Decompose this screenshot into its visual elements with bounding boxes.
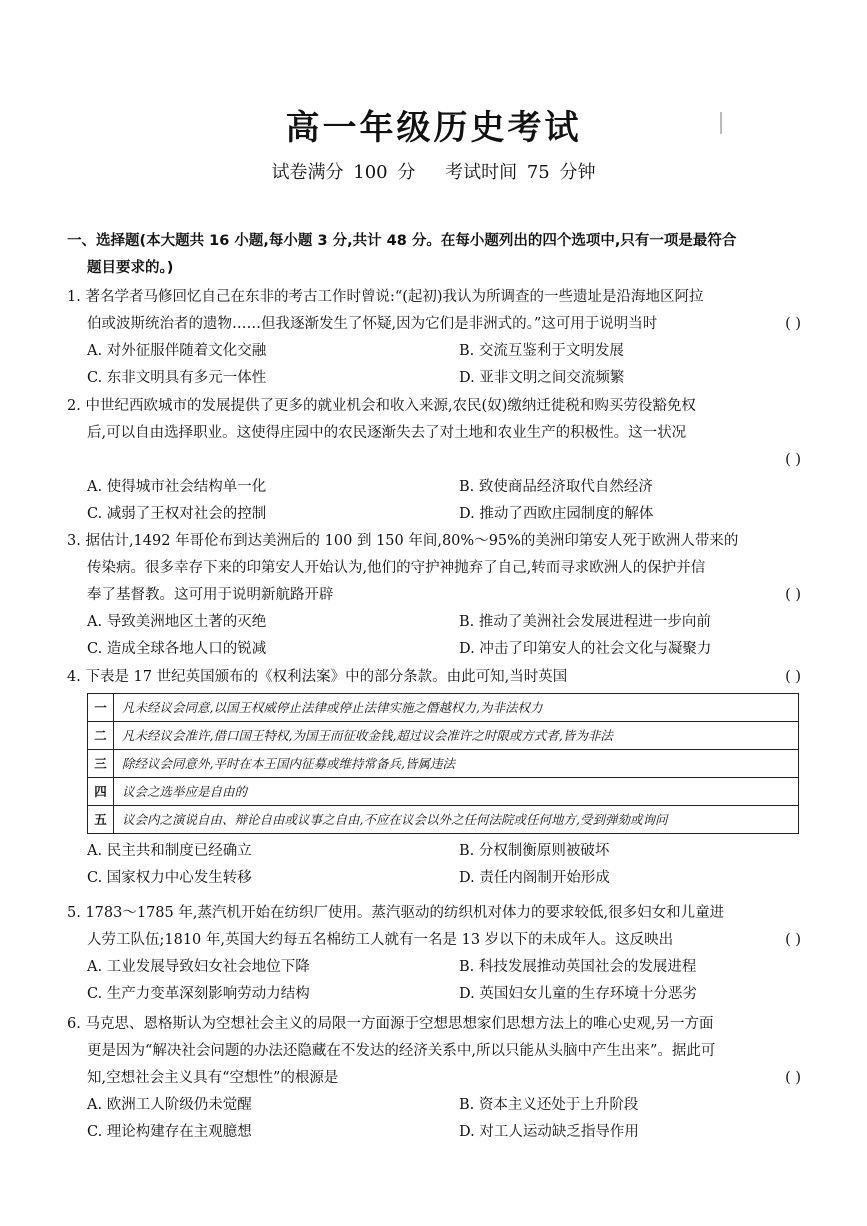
option-b: B. 推动了美洲社会发展进程进一步向前 [459, 614, 711, 630]
section-heading [67, 228, 807, 282]
options [67, 338, 807, 392]
clause-number: 二 [88, 722, 114, 750]
option-c: C. 减弱了王权对社会的控制 [87, 506, 267, 522]
option-c: C. 造成全球各地人口的锐减 [87, 641, 267, 657]
section-heading-line: 一、选择题(本大题共 16 小题,每小题 3 分,共计 48 分。在每小题列出的四个选项中,只有一项是最符合 [67, 233, 737, 249]
question-stem-line: 人劳工队伍;1810 年,英国大约每五名棉纺工人就有一名是 13 岁以下的未成年人。这反映出 [87, 932, 674, 948]
option-c: C. 生产力变革深刻影响劳动力结构 [87, 986, 310, 1002]
table-row [88, 694, 799, 722]
question-stem-line: 2. 中世纪西欧城市的发展提供了更多的就业机会和收入来源,农民(奴)缴纳迁徙税和购买劳役豁免权 [67, 398, 696, 414]
clause-number: 五 [88, 806, 114, 834]
clause-text: 议会之选举应是自由的 [114, 778, 799, 806]
clause-number: 四 [88, 778, 114, 806]
options [67, 1092, 807, 1146]
clause-number: 一 [88, 694, 114, 722]
option-d: D. 亚非文明之间交流频繁 [459, 370, 625, 386]
question-6 [67, 1011, 807, 1146]
full-score: 试卷满分 100 分 [271, 162, 416, 183]
option-d: D. 责任内阁制开始形成 [459, 870, 610, 886]
option-a: A. 民主共和制度已经确立 [87, 843, 252, 859]
option-d: D. 对工人运动缺乏指导作用 [459, 1124, 639, 1140]
option-b: B. 致使商品经济取代自然经济 [459, 479, 653, 495]
options [67, 609, 807, 663]
option-a: A. 导致美洲地区土著的灭绝 [87, 614, 267, 630]
options [67, 954, 807, 1008]
table-row [88, 750, 799, 778]
question-5 [67, 900, 807, 1008]
answer-paren: ( ) [785, 452, 801, 468]
question-stem-line: 更是因为“解决社会问题的办法还隐藏在不发达的经济关系中,所以只能从头脑中产生出来”。据此可 [87, 1043, 716, 1059]
clause-text: 议会内之演说自由、辩论自由或议事之自由,不应在议会以外之任何法院或任何地方,受到弹劾或询问 [114, 806, 799, 834]
question-stem-line: 传染病。很多幸存下来的印第安人开始认为,他们的守护神抛弃了自己,转而寻求欧洲人的保护并信 [87, 560, 706, 576]
question-3 [67, 528, 807, 663]
exam-duration: 考试时间 75 分钟 [445, 162, 596, 183]
question-stem-line: 伯或波斯统治者的遗物……但我逐渐发生了怀疑,因为它们是非洲式的。”这可用于说明当时 [87, 316, 658, 332]
options [67, 474, 807, 528]
table-row [88, 806, 799, 834]
option-c: C. 理论构建存在主观臆想 [87, 1124, 252, 1140]
clause-text: 凡未经议会准许,借口国王特权,为国王而征收金钱,超过议会准许之时限或方式者,皆为非法 [114, 722, 799, 750]
option-a: A. 工业发展导致妇女社会地位下降 [87, 959, 310, 975]
question-stem-line: 知,空想社会主义具有“空想性”的根源是 [87, 1070, 339, 1086]
question-stem-line: 6. 马克思、恩格斯认为空想社会主义的局限一方面源于空想思想家们思想方法上的唯心史观,另一方面 [67, 1016, 714, 1032]
exam-title: 高一年级历史考试 [285, 108, 582, 148]
question-2 [67, 393, 807, 528]
clause-text: 凡未经议会同意,以国王权威停止法律或停止法律实施之僭越权力,为非法权力 [114, 694, 799, 722]
answer-paren: ( ) [785, 932, 801, 948]
section-heading-line: 题目要求的。) [87, 260, 174, 276]
question-4 [67, 664, 807, 892]
option-a: A. 使得城市社会结构单一化 [87, 479, 267, 495]
question-stem-line: 1. 著名学者马修回忆自己在东非的考古工作时曾说:“(起初)我认为所调查的一些遗址是沿海地区阿拉 [67, 289, 704, 305]
clause-number: 三 [88, 750, 114, 778]
answer-paren: ( ) [785, 669, 801, 685]
clause-text: 除经议会同意外,平时在本王国内征募或维持常备兵,皆属违法 [114, 750, 799, 778]
question-1 [67, 284, 807, 392]
bill-of-rights-table [87, 693, 799, 834]
option-b: B. 交流互鉴利于文明发展 [459, 343, 624, 359]
option-b: B. 资本主义还处于上升阶段 [459, 1097, 639, 1113]
exam-subtitle [0, 158, 867, 184]
option-a: A. 对外征服伴随着文化交融 [87, 343, 267, 359]
table-row [88, 722, 799, 750]
option-b: B. 分权制衡原则被破坏 [459, 843, 610, 859]
table-row [88, 778, 799, 806]
option-d: D. 推动了西欧庄园制度的解体 [459, 506, 654, 522]
option-a: A. 欧洲工人阶级仍未觉醒 [87, 1097, 252, 1113]
option-d: D. 英国妇女儿童的生存环境十分恶劣 [459, 986, 697, 1002]
answer-paren: ( ) [785, 1070, 801, 1086]
question-stem-line: 3. 据估计,1492 年哥伦布到达美洲后的 100 到 150 年间,80%～95%的美洲印第安人死于欧洲人带来的 [67, 533, 739, 549]
answer-paren: ( ) [785, 587, 801, 603]
answer-paren: ( ) [785, 316, 801, 332]
option-b: B. 科技发展推动英国社会的发展进程 [459, 959, 697, 975]
question-stem-line: 奉了基督教。这可用于说明新航路开辟 [87, 587, 334, 603]
question-stem-line: 4. 下表是 17 世纪英国颁布的《权利法案》中的部分条款。由此可知,当时英国 [67, 669, 568, 685]
option-d: D. 冲击了印第安人的社会文化与凝聚力 [459, 641, 712, 657]
option-c: C. 国家权力中心发生转移 [87, 870, 252, 886]
options [67, 838, 807, 892]
question-stem-line: 5. 1783～1785 年,蒸汽机开始在纺织厂使用。蒸汽驱动的纺织机对体力的要求较低,很多妇女和儿童进 [67, 905, 725, 921]
option-c: C. 东非文明具有多元一体性 [87, 370, 267, 386]
question-stem-line: 后,可以自由选择职业。这使得庄园中的农民逐渐失去了对土地和农业生产的积极性。这一状况 [87, 425, 687, 441]
